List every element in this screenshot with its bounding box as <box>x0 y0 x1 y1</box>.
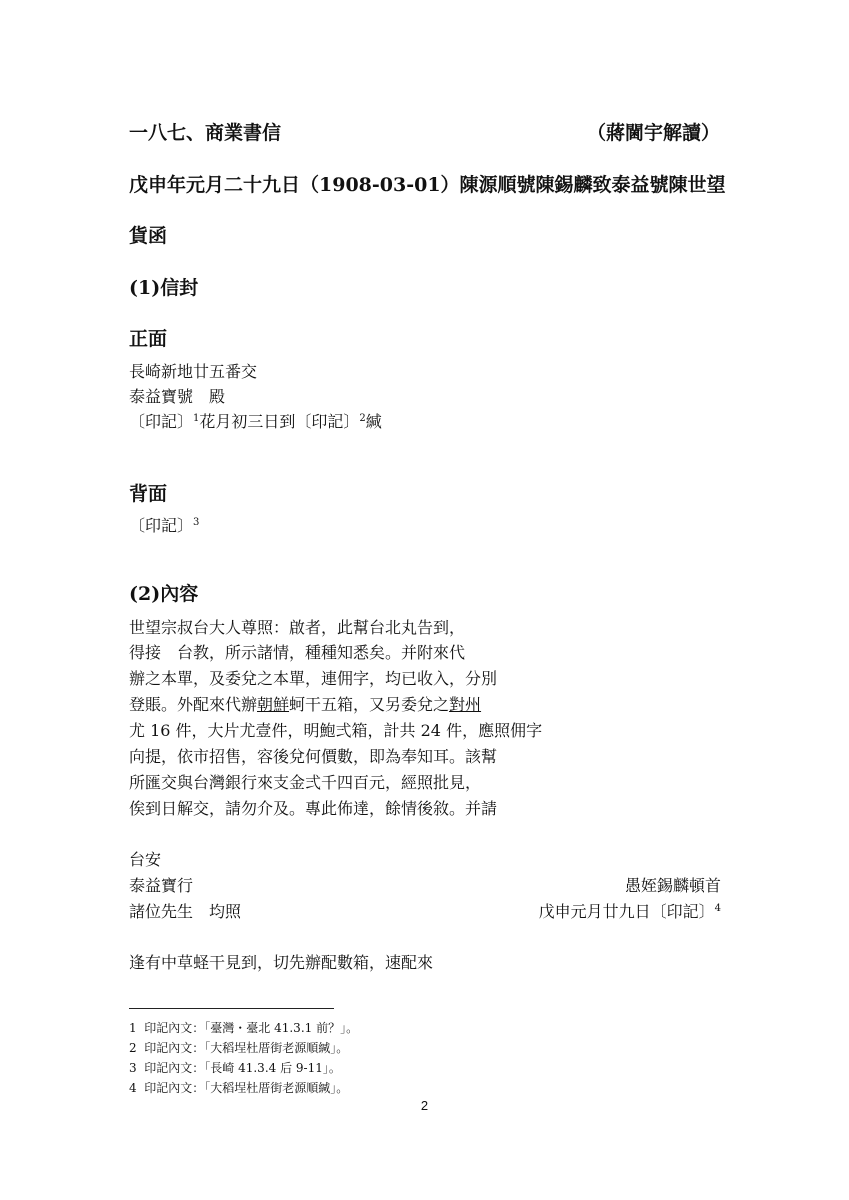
letter-date <box>440 904 721 920</box>
arrival-date-text: 花月初三日到〔印記〕 <box>199 412 360 431</box>
document-type: 貨函 <box>129 225 168 247</box>
postscript: 逢有中草蛏干見到，切先辦配數箱，速配來 <box>129 953 434 972</box>
letter-line: 俟到日解交，請勿介及。專此佈達，餘情後敘。并請 <box>129 799 498 818</box>
addressee: 泰益寶行 <box>129 876 194 895</box>
footnote-ref: 1 <box>193 413 200 424</box>
footnote <box>129 1019 358 1036</box>
envelope-front-line <box>129 414 382 430</box>
footnote-ref: 3 <box>193 517 200 528</box>
footnote <box>129 1079 348 1096</box>
letter-line: 世望宗叔台大人尊照：啟者，此幫台北丸告到， <box>129 618 466 637</box>
envelope-back-line <box>129 518 199 534</box>
letter-line: 尤 16 件，大片尤壹件，明鮑弍箱，計共 24 件，應照佣字 <box>129 721 543 740</box>
envelope-front-line: 長崎新地廿五番交 <box>129 362 258 381</box>
sealed-text: 緘 <box>365 412 382 431</box>
footnote-ref: 4 <box>714 903 721 914</box>
footnote-ref: 2 <box>359 413 366 424</box>
page-number: 2 <box>420 1098 429 1113</box>
seal-mark-text: 〔印記〕 <box>129 516 194 535</box>
content-section-heading: (2)內容 <box>129 583 199 605</box>
letter-line <box>129 697 481 713</box>
footnote <box>129 1059 341 1076</box>
footnote-number: 4 <box>129 1081 137 1095</box>
letter-date-text: 戊申元月廿九日〔印記〕 <box>538 902 715 921</box>
letter-line: 向提，依市招售，容後兌何價數，即為奉知耳。該幫 <box>129 747 498 766</box>
footnote-divider <box>129 1008 334 1009</box>
letter-text: 登賬。外配來代辦 <box>129 695 258 714</box>
footnote-text: 印記內文：「大稻埕杜厝街老源順緘」。 <box>144 1041 349 1055</box>
footnote-text: 印記內文：「大稻埕杜厝街老源順緘」。 <box>144 1081 349 1095</box>
footnote <box>129 1039 348 1056</box>
decipherer-credit: （蔣閫宇解讀） <box>586 122 720 144</box>
document-subtitle: 戊申年元月二十九日（1908-03-01）陳源順號陳錫麟致泰益號陳世望 <box>129 174 726 196</box>
document-title: 一八七、商業書信 <box>129 122 282 144</box>
envelope-section-heading: (1)信封 <box>129 277 199 299</box>
footnote-number: 1 <box>129 1021 137 1035</box>
greeting: 台安 <box>129 850 162 869</box>
sender-signature: 愚姪錫麟頓首 <box>624 876 721 895</box>
envelope-front-heading: 正面 <box>129 328 168 350</box>
footnote-text: 印記內文：「長崎 41.3.4 后 9-11」。 <box>144 1061 341 1075</box>
footnote-number: 2 <box>129 1041 137 1055</box>
letter-line: 辦之本單，及委兌之本單，連佣字，均已收入，分別 <box>129 669 498 688</box>
seal-mark-text: 〔印記〕 <box>129 412 194 431</box>
envelope-back-heading: 背面 <box>129 483 168 505</box>
footnote-number: 3 <box>129 1061 137 1075</box>
letter-line: 得接 台教，所示諸情，種種知悉矣。并附來代 <box>129 643 466 662</box>
addressee: 諸位先生 均照 <box>129 902 242 921</box>
letter-line: 所匯交與台灣銀行來支金弍千四百元，經照批見， <box>129 773 482 792</box>
envelope-front-line: 泰益寶號 殿 <box>129 387 226 406</box>
underlined-place-name: 朝鮮 <box>257 695 290 714</box>
underlined-place-name: 對州 <box>449 695 482 714</box>
letter-text: 蚵干五箱，又另委兌之 <box>289 695 450 714</box>
footnote-text: 印記內文：「臺灣・臺北 41.3.1 前？」。 <box>144 1021 359 1035</box>
